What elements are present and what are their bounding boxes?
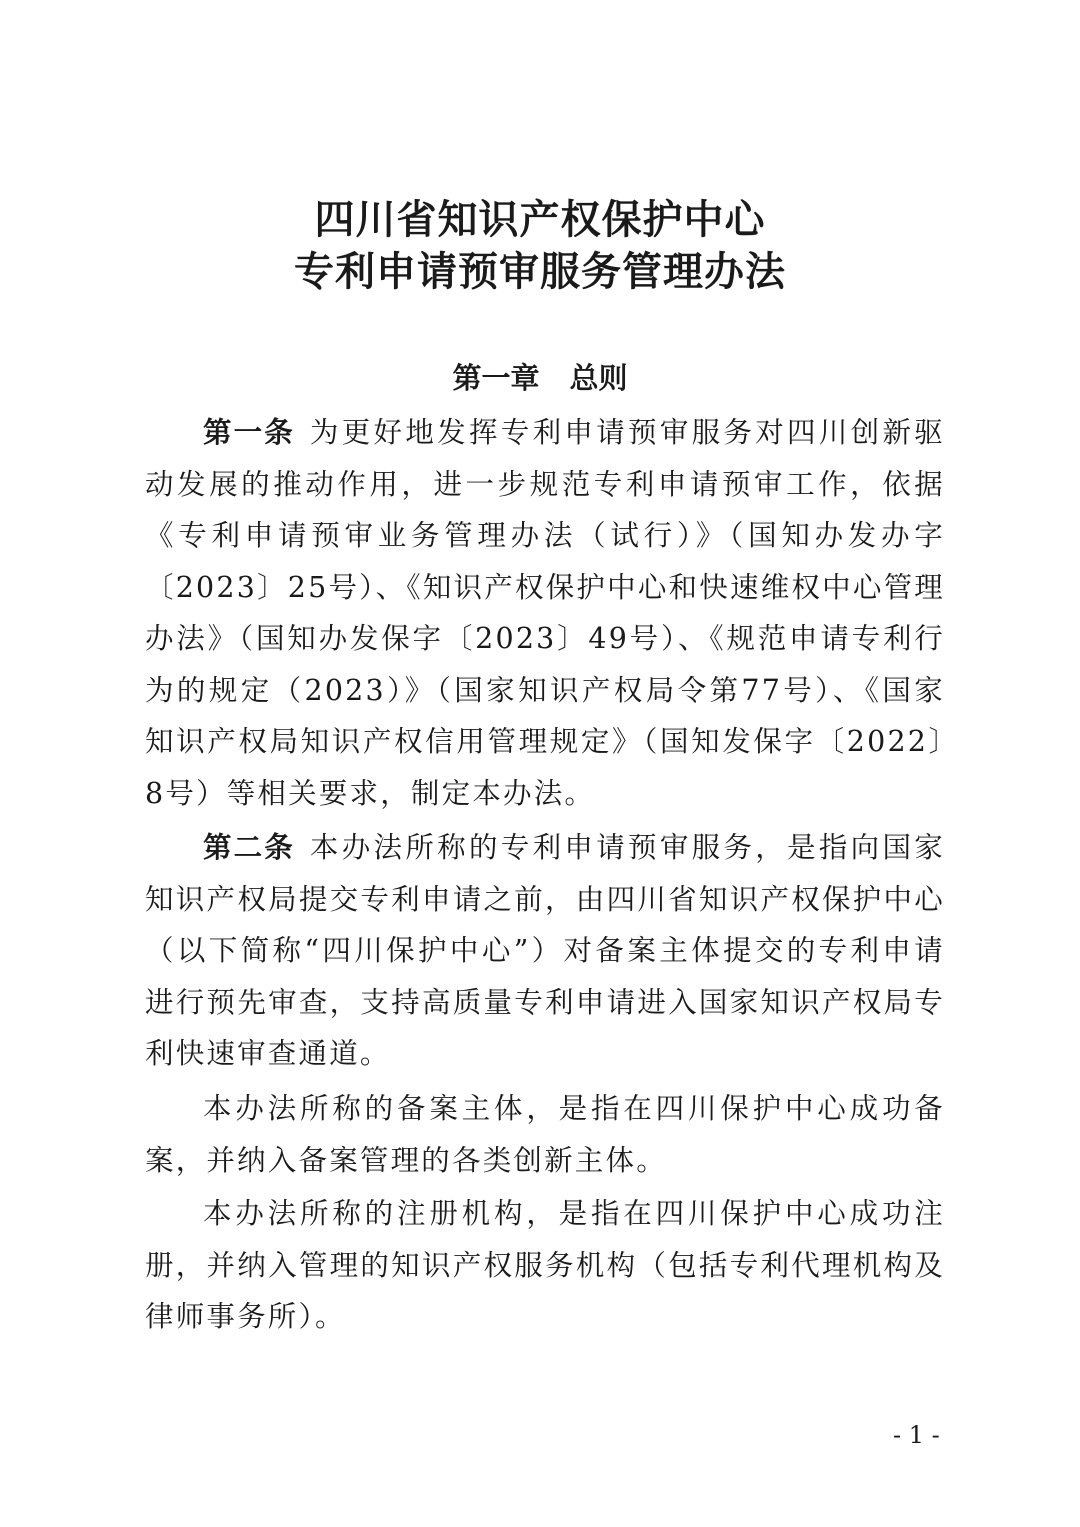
- document-title-line-2: 专利申请预审服务管理办法: [294, 248, 786, 295]
- article-2-label: 第二条: [203, 831, 295, 864]
- article-1-label: 第一条: [203, 416, 295, 449]
- chapter-number: 第一章: [452, 361, 540, 395]
- article-2-text: 本办法所称的专利申请预审服务，是指向国家知识产权局提交专利申请之前，由四川省知识产权保护中心（以下简称“四川保护中心”）对备案主体提交的专利申请进行预先审查，支持高质量专利申请进入国家知识产权局专利快速审查通道。: [145, 831, 945, 1070]
- paragraph-text: 本办法所称的注册机构，是指在四川保护中心成功注册，并纳入管理的知识产权服务机构（包括专利代理机构及律师事务所）。: [145, 1197, 945, 1333]
- article-1-paragraph: [145, 407, 945, 819]
- chapter-name: 总则: [569, 361, 628, 395]
- article-2-paragraph: [145, 822, 945, 1080]
- document-title-line-1: 四川省知识产权保护中心: [314, 196, 766, 243]
- definition-paragraph-registered-agency: [145, 1188, 945, 1343]
- page-number: - 1 -: [893, 1421, 940, 1449]
- chapter-heading: [0, 356, 1080, 400]
- paragraph-text: 本办法所称的备案主体，是指在四川保护中心成功备案，并纳入备案管理的各类创新主体。: [145, 1092, 945, 1177]
- article-1-text: 为更好地发挥专利申请预审服务对四川创新驱动发展的推动作用，进一步规范专利申请预审工作，依据《专利申请预审业务管理办法（试行）》（国知办发办字〔2023〕25号）、《知识产权保护中心和快速维权中心管理办法》（国知办发保字〔2023〕49号）、《规范申请专利行为的规定（2023）》（国家知识产权局令第77号）、《国家知识产权局知识产权信用管理规定》（国知发保字〔2022〕8号）等相关要求，制定本办法。: [145, 416, 945, 810]
- definition-paragraph-filing-entity: [145, 1083, 945, 1186]
